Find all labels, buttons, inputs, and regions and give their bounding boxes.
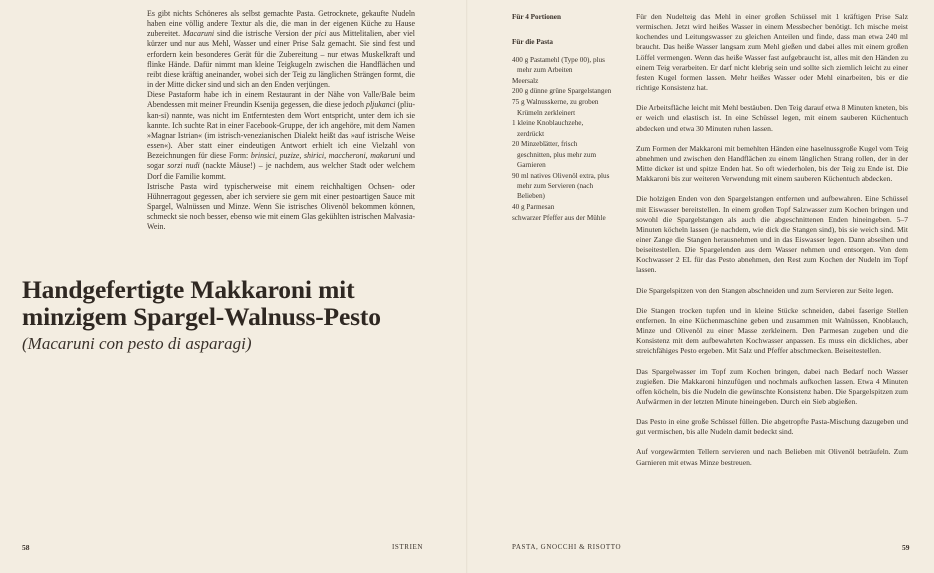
- method-step: Die Stangen trocken tupfen und in kleine Stücke schneiden, dabei faserige Stellen entfernen. In eine Küchenmaschine geben und zusammen mit Walnüssen, Knoblauch, Minze und Olivenöl zu einer Masse zerkleinern. Den Parmesan zugeben und die Konsistenz mit dem aufbewahrten Kochwasser anpassen. Es muss ein dickliches, aber streichfähiges Pesto ergeben. Mit Salz und Pfeffer abschmecken. Beiseitestellen.: [636, 305, 908, 356]
- method-step: Zum Formen der Makkaroni mit bemehlten Händen eine haselnussgroße Kugel vom Teig abnehmen und zwischen den Handflächen zu einem länglichen Strang rollen, der in der Mitte dicker ist und spitze Enden hat. So oft wiederholen, bis der Teig zu Ende ist. Die Makkaroni bis zur weiteren Verwendung mit einem sauberen Küchentuch abdecken.: [636, 143, 908, 184]
- text-run: (nackte Mäuse!) – je nachdem, aus welcher Stadt oder welchem Dorf die Familie kommt.: [147, 161, 415, 181]
- recipe-title-block: [22, 276, 422, 354]
- italic-term: brinsici, puzize, shirici, maccheroni, makaruni: [250, 151, 401, 161]
- method-step: Auf vorgewärmten Tellern servieren und nach Belieben mit Olivenöl beträufeln. Zum Garnieren mit etwas Minze bestreuen.: [636, 447, 908, 467]
- intro-paragraph: [147, 90, 415, 181]
- page-number-left: 58: [22, 543, 30, 552]
- pasta-heading: Für die Pasta: [512, 38, 553, 47]
- ingredient-item: 40 g Parmesan: [512, 203, 555, 212]
- method-step: Die Spargelspitzen von den Stangen abschneiden und zum Servieren zur Seite legen.: [636, 285, 894, 295]
- ingredient-item: 1 kleine Knoblauchzehe, zerdrückt: [512, 119, 584, 138]
- italic-term: pljukanci: [366, 100, 396, 110]
- servings-heading: Für 4 Portionen: [512, 13, 561, 21]
- ingredient-item: 200 g dünne grüne Spargelstangen: [512, 87, 612, 96]
- ingredient-item: Meersalz: [512, 76, 539, 85]
- intro-paragraph: [147, 182, 415, 233]
- text-run: Diese Pastaform habe ich in einem Restaurant in der Nähe von Valle/Bale beim Abendessen mit meiner Freundin Ksenija gegessen, die diese jedoch: [147, 90, 415, 110]
- method-step: Für den Nudelteig das Mehl in einer großen Schüssel mit 1 kräftigen Prise Salz vermischen. Jetzt wird heißes Wasser in einem Messbecher benötigt. Ich mische meist kochendes und Leitungswasser zu gleichen Anteilen und finde, dass man etwa 240 ml braucht. Das heiße Wasser langsam zum Mehl gießen und dabei alles mit einem großen Löffel vermengen. Wenn das heiße Wasser fast aufgebraucht ist, alles mit den Händen zu einem Teig verarbeiten. Er darf nicht klebrig sein und sollte sich ziemlich leicht zu einer festen Kugel formen lassen. Mehr heißes Wasser oder Mehl einarbeiten, bis er die richtige Konsistenz hat.: [636, 12, 908, 93]
- recipe-title: Handgefertigte Makkaroni mit minzigem Spargel-Walnuss-Pesto: [22, 275, 381, 331]
- italic-term: Macaruni: [182, 29, 215, 39]
- ingredient-item: 90 ml natives Olivenöl extra, plus mehr zum Servieren (nach Belieben): [512, 171, 610, 201]
- method-step: Das Pesto in eine große Schüssel füllen. Die abgetropfte Pasta-Mischung dazugeben und gut vermischen, bis alle Nudeln damit bedeckt sind.: [636, 417, 908, 437]
- recipe-subtitle: (Macaruni con pesto di asparagi): [22, 334, 252, 353]
- running-head-left: ISTRIEN: [392, 543, 424, 551]
- text-run: Istrische Pasta wird typischerweise mit einem reichhaltigen Ochsen- oder Hühnerragout gegessen, aber ich serviere sie gern mit einer pestoartigen Sauce mit Spargel, Walnüssen und Minze. Wenn Sie istrisches Olivenöl bekommen können, schmeckt sie noch besser, ebenso wie mit einem Glas gekühlten istrischen Malvasia-Wein.: [147, 181, 415, 232]
- ingredient-item: 20 Minzeblätter, frisch geschnitten, plus mehr zum Garnieren: [512, 140, 597, 170]
- ingredient-item: schwarzer Pfeffer aus der Mühle: [512, 214, 606, 223]
- intro-text: [147, 9, 415, 232]
- intro-paragraph: [147, 9, 415, 90]
- text-run: Es gibt nichts Schöneres als selbst gemachte Pasta. Getrocknete, gekaufte Nudeln haben eine völlig andere Textur als die, die man in der eigenen Küche zu Hause zubereitet.: [147, 9, 415, 39]
- ingredient-item: 75 g Walnusskerne, zu groben Krümeln zerkleinert: [512, 98, 599, 117]
- ingredient-item: 400 g Pastamehl (Type 00), plus mehr zum Arbeiten: [512, 55, 605, 74]
- text-run: sind die istrische Version der: [214, 29, 315, 39]
- italic-term: pici: [314, 29, 327, 39]
- italic-term: sorzi nudi: [167, 161, 200, 171]
- running-head-right: PASTA, GNOCCHI & RISOTTO: [512, 543, 622, 551]
- book-gutter: [466, 0, 468, 573]
- ingredients-column: [512, 12, 612, 224]
- ingredient-list: [512, 55, 612, 224]
- method-steps: [636, 12, 908, 478]
- method-step: Die Arbeitsfläche leicht mit Mehl bestäuben. Den Teig darauf etwa 8 Minuten kneten, bis er weich und elastisch ist. In eine Schüssel legen, mit einem sauberen Küchentuch abdecken und etwa 30 Minuten ruhen lassen.: [636, 103, 908, 133]
- method-step: Das Spargelwasser im Topf zum Kochen bringen, dabei nach Bedarf noch Wasser zugießen. Die Makkaroni hinzufügen und nochmals aufkochen lassen. Etwa 4 Minuten offen köcheln, bis die Nudeln die gewünschte Konsistenz haben. Die Spargelspitzen zum Aufwärmen in der letzten Minute hineingeben. Durch ein Sieb abgießen.: [636, 366, 908, 406]
- text-run: (pliu-kan-si) nannte, was nicht im Entferntesten dem Wort entspricht, unter dem ich sie kannte. Ich suchte Rat in einer Facebook-Gruppe, der ich angehöre, mit dem Namen »Magnar Istrian« (im istrisch-venezianischen Dialekt heißt das »auf istrische Weise essen«). Aber statt einer eindeutigen Antwort erhielt ich eine Vielzahl von Bezeichnungen für diese Form:: [147, 100, 415, 161]
- page-number-right: 59: [902, 543, 910, 552]
- text-run: und sogar: [147, 151, 416, 171]
- text-run: aus Mittelitalien, aber viel kürzer und nur aus Mehl, Wasser und einer Prise Salz gemacht. Sie sind fest und erfordern kein besonderes Gerät für die Zubereitung – nur etwas Muskelkraft und flinke Hände. Dafür nimmt man kleine Teigkugeln zwischen die Handflächen und reibt diese kräftig aneinander, wobei sich der Teig zu länglichen Strängen formt, die in der Mitte dicker sind und sich an den Enden verjüngen.: [147, 29, 415, 90]
- method-step: Die holzigen Enden von den Spargelstangen entfernen und aufbewahren. Eine Schüssel mit Eiswasser bereitstellen. In einem großen Topf Salzwasser zum Kochen bringen und sowohl die Spargelstangen als auch die abgeschnittenen Enden hineingeben. 5–7 Minuten köcheln lassen (je nachdem, wie dick die Stangen sind), bis sie weich sind. Mit einer Zange die Stangen herausnehmen und in das Eiswasser legen. Dann abseihen und beiseitestellen. Die Spargelenden aus dem Wasser nehmen und entsorgen. Von dem Kochwasser 2 EL für das Pesto abnehmen, den Rest zum Kochen der Nudeln im Topf lassen.: [636, 194, 908, 275]
